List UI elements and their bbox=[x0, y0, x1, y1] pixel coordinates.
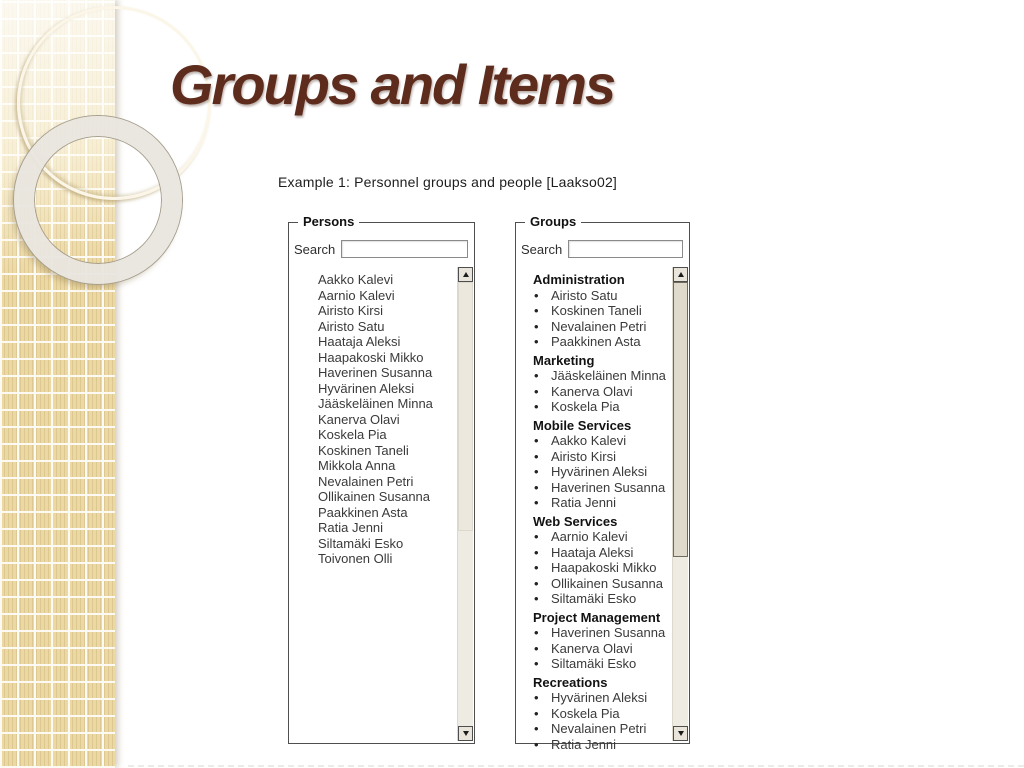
member-name: Kanerva Olavi bbox=[551, 383, 633, 399]
bullet-icon: • bbox=[534, 591, 539, 606]
member-name: Paakkinen Asta bbox=[551, 334, 641, 349]
up-arrow-icon bbox=[463, 272, 469, 277]
example-caption: Example 1: Personnel groups and people [Laakso02] bbox=[278, 174, 618, 190]
slide-title: Groups and Items bbox=[170, 53, 615, 116]
bullet-icon: • bbox=[534, 640, 539, 656]
bullet-icon: • bbox=[534, 368, 539, 383]
groups-legend: Groups bbox=[525, 215, 581, 229]
bullet-icon: • bbox=[534, 303, 539, 318]
persons-search-row bbox=[294, 240, 468, 258]
bullet-icon: • bbox=[534, 690, 539, 705]
persons-search-label: Search bbox=[294, 241, 336, 257]
bullet-icon: • bbox=[534, 399, 539, 414]
person-item[interactable]: Mikkola Anna bbox=[318, 458, 396, 473]
member-name: Hyvärinen Aleksi bbox=[551, 690, 648, 705]
person-item[interactable]: Haverinen Susanna bbox=[318, 365, 433, 380]
group-member-item[interactable] bbox=[517, 334, 671, 350]
bullet-icon: • bbox=[534, 721, 539, 736]
member-name: Hyvärinen Aleksi bbox=[551, 464, 648, 479]
person-item[interactable]: Toivonen Olli bbox=[318, 551, 393, 566]
group-header[interactable]: Project Management bbox=[533, 609, 661, 625]
member-name: Siltamäki Esko bbox=[551, 591, 637, 606]
member-name: Siltamäki Esko bbox=[551, 656, 637, 671]
member-name: Nevalainen Petri bbox=[551, 721, 647, 736]
member-name: Haataja Aleksi bbox=[551, 544, 634, 560]
bullet-icon: • bbox=[534, 287, 539, 303]
bullet-icon: • bbox=[534, 334, 539, 349]
bullet-icon: • bbox=[534, 433, 539, 448]
member-name: Koskela Pia bbox=[551, 705, 620, 721]
person-item[interactable]: Aakko Kalevi bbox=[318, 272, 394, 287]
member-name: Kanerva Olavi bbox=[551, 640, 633, 656]
member-name: Airisto Kirsi bbox=[551, 448, 617, 464]
groups-scroll-thumb[interactable] bbox=[673, 282, 688, 557]
persons-scroll-thumb[interactable] bbox=[458, 282, 473, 531]
member-name: Koskela Pia bbox=[551, 399, 620, 414]
group-member-item[interactable] bbox=[517, 706, 671, 722]
group-header[interactable]: Administration bbox=[533, 272, 625, 287]
groups-scroll-track[interactable] bbox=[673, 282, 688, 726]
groups-scrollbar[interactable] bbox=[672, 267, 688, 741]
bullet-icon: • bbox=[534, 705, 539, 721]
group-member-item[interactable] bbox=[517, 288, 671, 304]
person-item[interactable]: Siltamäki Esko bbox=[318, 535, 404, 551]
groups-list bbox=[517, 267, 671, 752]
group-member-item[interactable] bbox=[517, 625, 671, 641]
bullet-icon: • bbox=[534, 464, 539, 479]
persons-scroll-down-button[interactable] bbox=[458, 726, 473, 741]
bullet-icon: • bbox=[534, 575, 539, 591]
group-member-item[interactable] bbox=[517, 399, 671, 415]
member-name: Haverinen Susanna bbox=[551, 479, 666, 495]
up-arrow-icon bbox=[678, 272, 684, 277]
person-item[interactable]: Nevalainen Petri bbox=[318, 473, 414, 489]
group-header[interactable]: Web Services bbox=[533, 513, 618, 529]
member-name: Aarnio Kalevi bbox=[551, 529, 628, 544]
bullet-icon: • bbox=[534, 656, 539, 671]
group-member-item[interactable] bbox=[517, 656, 671, 672]
person-item[interactable]: Airisto Kirsi bbox=[318, 303, 384, 318]
group-header[interactable]: Recreations bbox=[533, 674, 608, 690]
group-member-item[interactable] bbox=[517, 384, 671, 400]
slide-bottom-border bbox=[128, 765, 1024, 767]
group-member-item[interactable] bbox=[517, 545, 671, 561]
bullet-icon: • bbox=[534, 318, 539, 334]
groups-search-input[interactable] bbox=[568, 240, 683, 258]
person-item[interactable]: Ratia Jenni bbox=[318, 520, 384, 535]
member-name: Airisto Satu bbox=[551, 287, 618, 303]
person-item[interactable]: Hyvärinen Aleksi bbox=[318, 380, 415, 396]
group-header[interactable]: Mobile Services bbox=[533, 417, 632, 433]
person-item[interactable]: Aarnio Kalevi bbox=[318, 287, 395, 303]
group-member-item[interactable] bbox=[517, 464, 671, 480]
member-name: Haverinen Susanna bbox=[551, 625, 666, 640]
bullet-icon: • bbox=[534, 448, 539, 464]
group-member-item[interactable] bbox=[517, 560, 671, 576]
group-member-item[interactable] bbox=[517, 495, 671, 511]
person-item[interactable]: Airisto Satu bbox=[318, 318, 385, 334]
group-member-item[interactable] bbox=[517, 368, 671, 384]
member-name: Koskinen Taneli bbox=[551, 303, 642, 318]
persons-search-input[interactable] bbox=[341, 240, 468, 258]
member-name: Ollikainen Susanna bbox=[551, 575, 664, 591]
group-member-item[interactable] bbox=[517, 690, 671, 706]
persons-list bbox=[290, 267, 456, 741]
group-member-item[interactable] bbox=[517, 303, 671, 319]
persons-scroll-track[interactable] bbox=[458, 282, 473, 726]
person-item[interactable]: Ollikainen Susanna bbox=[318, 489, 431, 504]
group-member-item[interactable] bbox=[517, 529, 671, 545]
bullet-icon: • bbox=[534, 479, 539, 495]
bullet-icon: • bbox=[534, 529, 539, 544]
persons-scroll-up-button[interactable] bbox=[458, 267, 473, 282]
member-name: Ratia Jenni bbox=[551, 736, 617, 752]
down-arrow-icon bbox=[678, 731, 684, 736]
groups-panel bbox=[515, 214, 690, 752]
member-name: Jääskeläinen Minna bbox=[551, 368, 666, 383]
groups-search-row bbox=[521, 240, 683, 258]
group-member-item[interactable] bbox=[517, 591, 671, 607]
persons-legend: Persons bbox=[298, 215, 359, 229]
group-member-item[interactable] bbox=[517, 737, 671, 753]
bullet-icon: • bbox=[534, 544, 539, 560]
group-member-item[interactable] bbox=[517, 721, 671, 737]
group-header[interactable]: Marketing bbox=[533, 352, 595, 368]
person-item[interactable]: Haataja Aleksi bbox=[318, 334, 401, 349]
person-item[interactable]: Haapakoski Mikko bbox=[318, 349, 424, 365]
bullet-icon: • bbox=[534, 495, 539, 510]
group-member-item[interactable] bbox=[517, 449, 671, 465]
person-item[interactable]: Kanerva Olavi bbox=[318, 411, 400, 427]
persons-panel bbox=[288, 214, 475, 744]
persons-scrollbar[interactable] bbox=[457, 267, 473, 741]
group-member-item[interactable] bbox=[517, 319, 671, 335]
member-name: Aakko Kalevi bbox=[551, 433, 627, 448]
bullet-icon: • bbox=[534, 736, 539, 752]
groups-scroll-up-button[interactable] bbox=[673, 267, 688, 282]
person-item[interactable]: Paakkinen Asta bbox=[318, 504, 408, 520]
group-member-item[interactable] bbox=[517, 576, 671, 592]
decorative-sidebar bbox=[0, 0, 115, 768]
down-arrow-icon bbox=[463, 731, 469, 736]
bullet-icon: • bbox=[534, 560, 539, 575]
group-member-item[interactable] bbox=[517, 641, 671, 657]
group-member-item[interactable] bbox=[517, 433, 671, 449]
groups-search-label: Search bbox=[521, 241, 563, 257]
person-item[interactable]: Koskela Pia bbox=[318, 427, 387, 442]
bullet-icon: • bbox=[534, 625, 539, 640]
decorative-ring bbox=[14, 116, 182, 284]
member-name: Nevalainen Petri bbox=[551, 318, 647, 334]
person-item[interactable]: Koskinen Taneli bbox=[318, 442, 409, 458]
member-name: Ratia Jenni bbox=[551, 495, 617, 510]
person-item[interactable]: Jääskeläinen Minna bbox=[318, 396, 433, 411]
member-name: Haapakoski Mikko bbox=[551, 560, 657, 575]
groups-scroll-down-button[interactable] bbox=[673, 726, 688, 741]
group-member-item[interactable] bbox=[517, 480, 671, 496]
bullet-icon: • bbox=[534, 383, 539, 399]
